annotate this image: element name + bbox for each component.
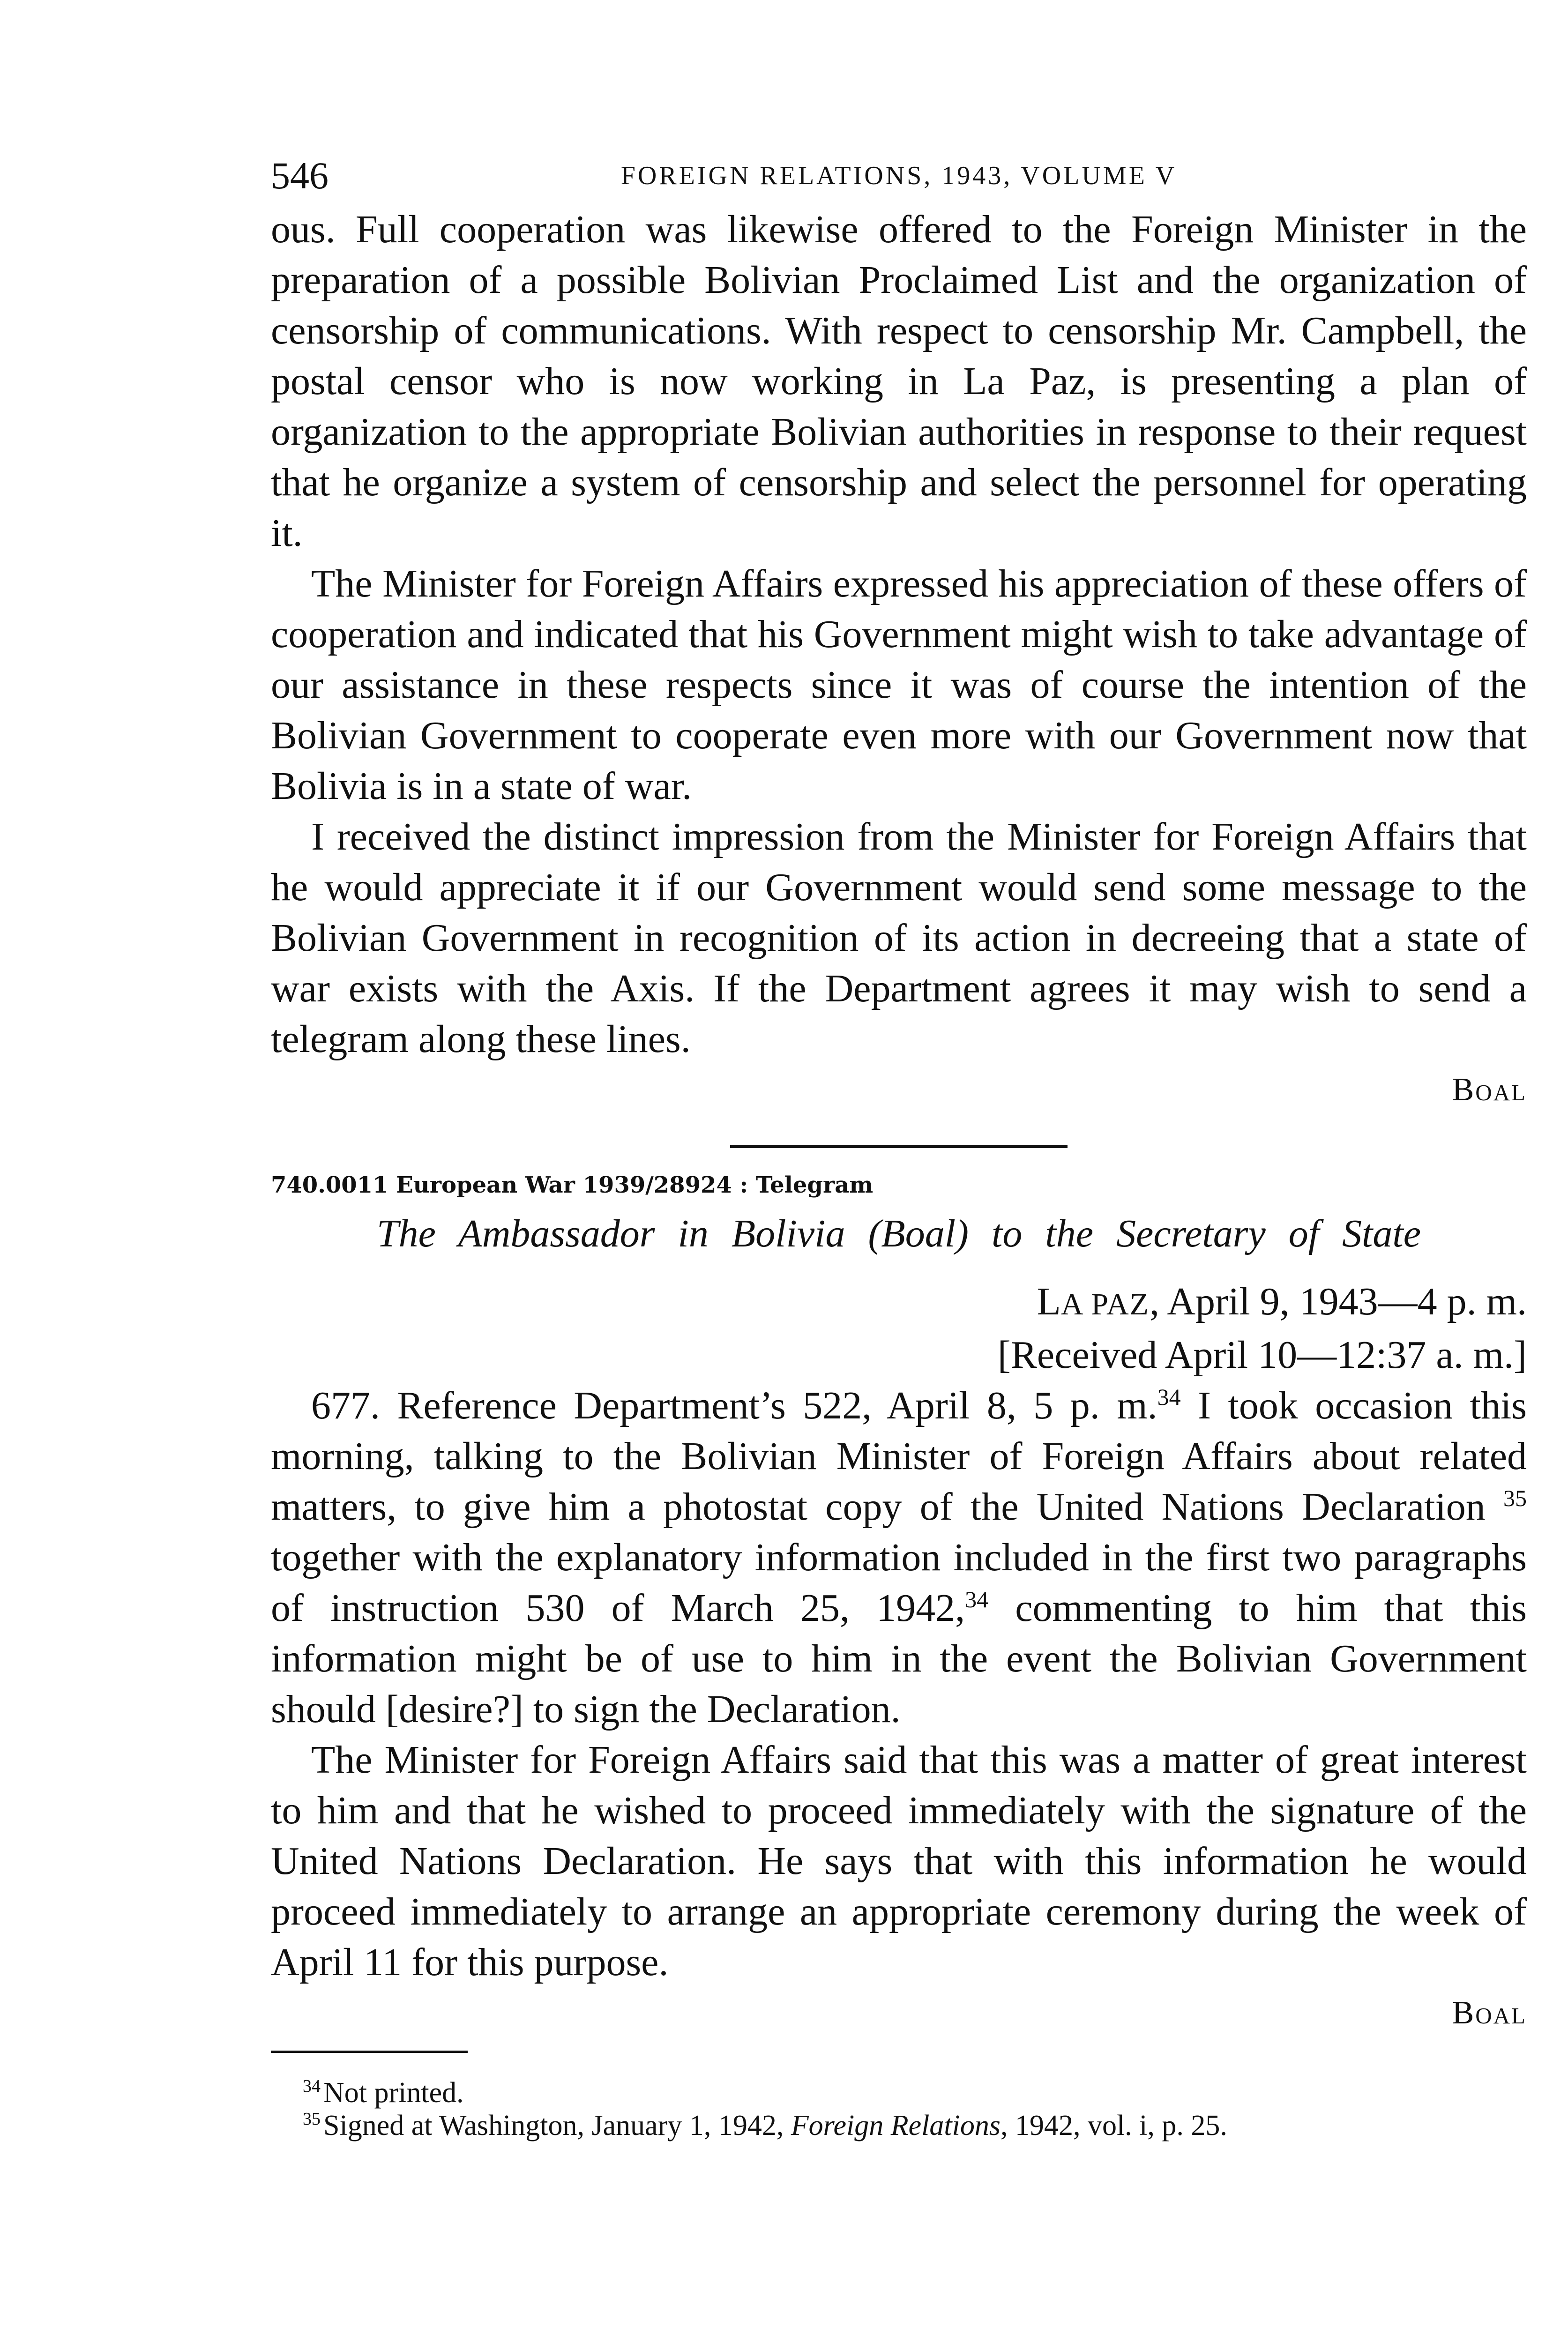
telegram-text-c: together with the explanatory information included in the first two paragraphs of instruction 530 of March 25, 1942, xyxy=(271,1536,1527,1630)
footnote-ref-35: 35 xyxy=(1503,1485,1527,1511)
paragraph-impression: I received the distinct impression from the Minister for Foreign Affairs that he would appreciate it if our Government would send some message to the Bolivian Government in recognition of its action in decreeing that a state of war exists with the Axis. If the Department agrees it may wish to send a telegram along these lines. xyxy=(271,815,1527,1061)
telegram-text-a: 677. Reference Department’s 522, April 8, 5 p. m. xyxy=(311,1384,1157,1427)
footnote-text: Not printed. xyxy=(323,2077,464,2109)
dateline xyxy=(271,1276,1527,1330)
dateline-city-rest: A PAZ xyxy=(1060,1287,1150,1321)
footnote-marker: 34 xyxy=(303,2076,321,2097)
page-number: 546 xyxy=(271,154,329,197)
dateline-city-initial: L xyxy=(1037,1280,1061,1323)
telegram-text-b: I took occasion this morning, talking to the Bolivian Minister of Foreign Affairs about related matters, to give him a photostat copy of the United Nations Declaration xyxy=(271,1384,1527,1529)
running-head xyxy=(271,155,1527,201)
signature-boal-second: Boal xyxy=(1452,1995,1527,2031)
footnote-marker: 35 xyxy=(303,2109,321,2129)
document-heading: The Ambassador in Bolivia (Boal) to the Secretary of State xyxy=(376,1212,1421,1255)
telegram-text-d: commenting to him that this information might be of use to him in the event the Bolivian Government should [desire?] to sign the Declaration. xyxy=(271,1586,1527,1731)
signature-boal: Boal xyxy=(1452,1072,1527,1108)
footnote-text-before: Signed at Washington, January 1, 1942, xyxy=(323,2110,791,2142)
footnote-divider xyxy=(271,2051,468,2053)
section-divider xyxy=(730,1145,1068,1148)
paragraph-continuation: ous. Full cooperation was likewise offered to the Foreign Minister in the preparation of a possible Bolivian Proclaimed List and the organization of censorship of communications. With respect to censorship Mr. Campbell, the postal censor who is now working in La Paz, is presenting a plan of organization to the appropriate Bolivian authorities in response to their request that he organize a system of censorship and select the personnel for operating it. xyxy=(271,208,1527,555)
footnotes xyxy=(303,2076,1527,2142)
document-page xyxy=(271,155,1527,2142)
footnote-ref-34-second: 34 xyxy=(965,1586,989,1612)
footnote-italic-title: Foreign Relations xyxy=(791,2110,1001,2142)
file-reference: 740.0011 European War 1939/28924 : Telegram xyxy=(271,1172,874,1198)
received-line: [Received April 10—12:37 a. m.] xyxy=(997,1333,1527,1377)
footnote-34 xyxy=(303,2076,1527,2109)
footnote-text-after: , 1942, vol. i, p. 25. xyxy=(1000,2110,1227,2142)
paragraph-minister-appreciation: The Minister for Foreign Affairs expressed his appreciation of these offers of cooperation and indicated that his Government might wish to take advantage of our assistance in these respects since it was of course the intention of the Bolivian Government to cooperate even more with our Government now that Bolivia is in a state of war. xyxy=(271,562,1527,808)
footnote-ref-34: 34 xyxy=(1157,1384,1181,1410)
paragraph-signature-ceremony: The Minister for Foreign Affairs said that this was a matter of great interest to him and that he wished to proceed immediately with the signature of the United Nations Declaration. He says that with this information he would proceed immediately to arrange an appropriate ceremony during the week of April 11 for this purpose. xyxy=(271,1738,1527,1984)
footnote-35 xyxy=(303,2109,1527,2142)
dateline-date: , April 9, 1943—4 p. m. xyxy=(1149,1280,1527,1323)
paragraph-telegram-677 xyxy=(271,1380,1527,1735)
running-title: FOREIGN RELATIONS, 1943, VOLUME V xyxy=(620,161,1177,190)
